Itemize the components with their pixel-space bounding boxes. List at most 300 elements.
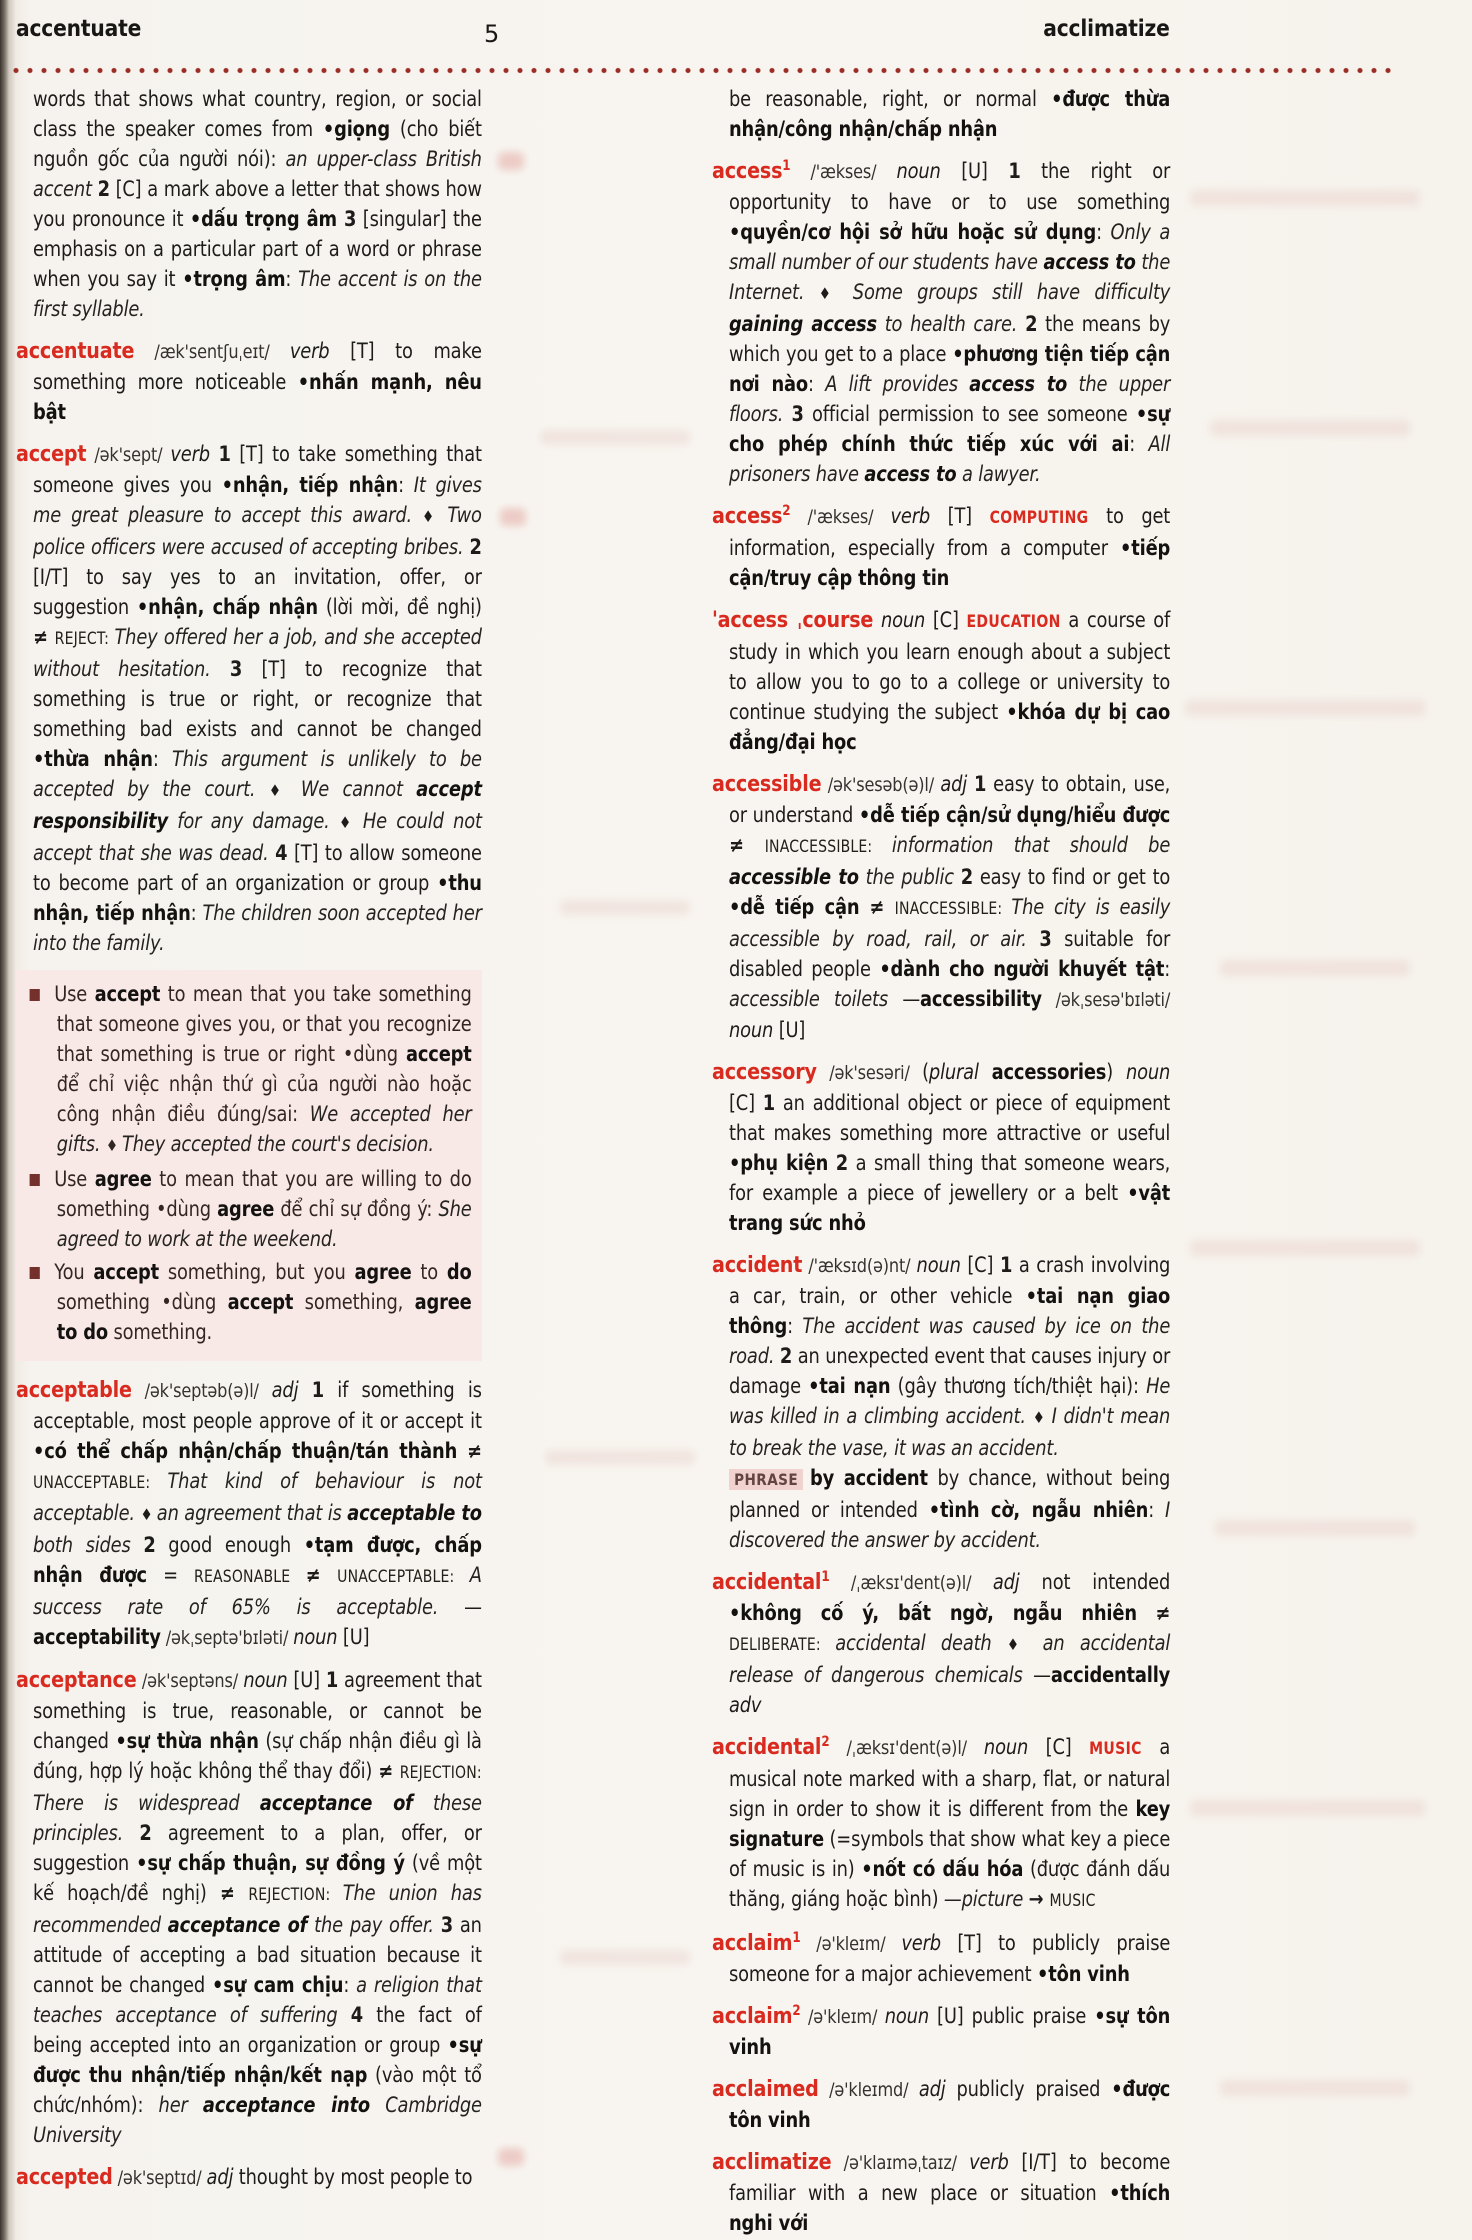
vietnamese-translation: •thích nghi với	[729, 2181, 1171, 2235]
body-text: easy to obtain, use, or understand	[729, 772, 1171, 827]
pronunciation: /ˌæksɪ'dent(ə)l/	[829, 1737, 984, 1759]
body-text: agreement to a plan, offer, or suggestion	[33, 1821, 482, 1875]
domain-label: EDUCATION	[966, 612, 1061, 631]
not-equal-sign: ≠	[729, 833, 765, 857]
body-text: the right or opportunity to have or to use something	[729, 159, 1171, 214]
example-text: That kind of behaviour is not acceptable.	[33, 1469, 482, 1525]
print-bleed-artifact	[560, 900, 690, 915]
example-text: It gives me great pleasure to accept this award.	[33, 473, 482, 527]
body-text: [C]	[960, 1253, 1000, 1277]
headword: accessory	[712, 1059, 817, 1085]
pronunciation: /'ækses/	[790, 506, 891, 528]
body-text: (sự chấp nhận điều gì là đúng, hợp lý hoặc không thể thay đổi)	[33, 1729, 482, 1783]
example-text: The city is easily accessible by road, rail, or air.	[729, 895, 1171, 951]
vietnamese-translation: •nhận, chấp nhận	[136, 595, 318, 619]
headword: accept	[16, 441, 87, 467]
example-text: the Internet.	[729, 250, 1171, 304]
body-text: the means by which you get to a place	[729, 312, 1171, 366]
body-text: You	[54, 1260, 94, 1284]
not-equal-sign: ≠	[1155, 1601, 1171, 1625]
body-text: a crash involving a car, train, or other vehicle	[729, 1253, 1171, 1308]
vietnamese-translation: •dễ tiếp cận	[729, 895, 860, 919]
vietnamese-translation: •tiếp cận/truy cập thông tin	[729, 536, 1171, 590]
vietnamese-translation: •sự chấp thuận, sự đồng ý	[136, 1851, 405, 1875]
print-bleed-artifact	[498, 2148, 524, 2166]
body-text: [T] to allow someone to become part of an organization or group	[33, 841, 482, 895]
example-bold-text: acceptable to	[347, 1501, 482, 1525]
vietnamese-translation: •sự tôn vinh	[729, 2004, 1171, 2059]
example-text: Cambridge University	[33, 2093, 482, 2147]
bold-text: accessibility	[920, 987, 1042, 1011]
body-text: •dùng	[155, 1197, 218, 1221]
not-equal-sign: ≠	[466, 1439, 482, 1463]
example-text: —picture	[943, 1887, 1029, 1911]
vietnamese-translation: •tôn vinh	[1037, 1962, 1130, 1986]
example-bold-text: access to	[864, 462, 957, 486]
body-text: :	[807, 372, 826, 396]
example-bold-text: acceptance of	[167, 1913, 308, 1937]
note-bullet-icon	[30, 989, 40, 1001]
pronunciation: /ək'sept/	[86, 444, 171, 466]
body-text: by chance, without being planned or intended	[729, 1466, 1171, 1522]
homograph-number: 1	[821, 1569, 830, 1585]
headword: acclaimed	[712, 2076, 819, 2102]
pronunciation: /əkˌsesə'bɪləti/	[1041, 989, 1171, 1011]
vietnamese-translation: •sự thừa nhận	[115, 1729, 259, 1753]
print-bleed-artifact	[1190, 190, 1420, 206]
pronunciation: /'æksɪd(ə)nt/	[802, 1255, 917, 1277]
sense-number: 1	[218, 442, 231, 466]
body-text: (vào một tổ chức/nhóm):	[33, 2063, 482, 2117]
body-text: [U]	[337, 1625, 370, 1649]
part-of-speech: adj	[992, 1570, 1020, 1594]
example-text: Some groups still have difficulty	[852, 280, 1171, 304]
sense-number: 3	[440, 1913, 454, 1937]
pronunciation: /'ækses/	[790, 161, 897, 183]
vietnamese-translation: •không cố ý, bất ngờ, ngẫu nhiên	[729, 1601, 1137, 1625]
part-of-speech: plural	[928, 1060, 992, 1084]
vietnamese-translation: •được tôn vinh	[729, 2077, 1171, 2132]
dictionary-entry-acclimatize	[712, 2147, 1170, 2238]
part-of-speech: adj	[271, 1378, 299, 1402]
example-text: Two police officers were accused of accepting bribes.	[33, 503, 482, 559]
body-text: an unexpected event that causes injury or damage	[729, 1344, 1171, 1398]
book-spine-edge	[0, 0, 16, 2240]
vietnamese-translation: •tình cờ, ngẫu nhiên	[928, 1498, 1149, 1522]
example-text: They accepted the court's decision.	[122, 1132, 434, 1156]
example-bold-text: access to	[1043, 250, 1136, 274]
small-caps-label: REJECTION:	[399, 1763, 482, 1782]
example-text: for any damage.	[167, 809, 340, 833]
arrow-icon: →	[1028, 1887, 1050, 1911]
vietnamese-translation: •nhấn mạnh, nêu bật	[33, 370, 482, 424]
dictionary-entry-accident	[712, 1250, 1170, 1555]
body-text: :	[343, 1973, 357, 1997]
example-text: The accent is on the first syllable.	[33, 267, 482, 321]
note-bullet-icon	[30, 1267, 40, 1279]
body-text	[1137, 1601, 1156, 1625]
vietnamese-translation: •sự cam chịu	[211, 1973, 344, 1997]
bold-text: key signature	[729, 1797, 1171, 1851]
bold-text: agree	[217, 1197, 275, 1221]
headword: access	[712, 158, 783, 184]
example-text: There is widespread	[33, 1791, 260, 1815]
domain-label: COMPUTING	[989, 508, 1089, 527]
part-of-speech: adj	[206, 2165, 234, 2189]
sense-number: 1	[973, 772, 987, 796]
example-text: an accidental release of dangerous chemicals	[729, 1631, 1171, 1687]
part-of-speech: noun	[880, 608, 926, 632]
diamond-separator: ♦	[1032, 1408, 1052, 1427]
body-text: something	[56, 1290, 162, 1314]
body-text: :	[152, 747, 172, 771]
part-of-speech: noun	[1125, 1060, 1171, 1084]
usage-note-item	[30, 1164, 472, 1254]
sense-number: 2	[835, 1151, 849, 1175]
example-text: I discovered the answer by accident.	[729, 1498, 1171, 1552]
vietnamese-translation: •sự được thu nhận/tiếp nhận/kết nạp	[33, 2033, 482, 2087]
sense-number: 2	[139, 1821, 152, 1845]
small-caps-label: DELIBERATE:	[729, 1635, 836, 1654]
vietnamese-translation: •trọng âm	[182, 267, 286, 291]
bold-text: accept	[93, 1260, 160, 1284]
example-text: accessible toilets	[729, 987, 903, 1011]
diamond-separator: ♦	[818, 284, 853, 303]
body-text: :	[1129, 432, 1149, 456]
example-bold-text: access to	[969, 372, 1068, 396]
body-text: to get information, especially from a computer	[729, 504, 1171, 560]
sense-number: 4	[275, 841, 288, 865]
body-text: easy to find or get to	[973, 865, 1171, 889]
body-text: :	[787, 1314, 803, 1338]
body-text: [T] to take something that someone gives you	[33, 442, 482, 497]
example-text: The union has recommended	[33, 1881, 482, 1937]
usage-note	[16, 970, 482, 1361]
example-text: All prisoners have	[729, 432, 1171, 486]
print-bleed-artifact	[498, 152, 524, 170]
small-caps-label: INACCESSIBLE:	[764, 837, 892, 856]
body-text: (lời mời, đề nghị)	[317, 595, 482, 619]
example-text: accidental death	[835, 1631, 1007, 1655]
body-text: the fact of being accepted into an organization or group	[33, 2003, 482, 2057]
pronunciation: /ə'kleɪmd/	[818, 2079, 919, 2101]
not-equal-sign: ≠	[219, 1881, 249, 1905]
body-text: :	[285, 267, 299, 291]
example-text: the upper floors.	[729, 372, 1171, 426]
example-text: He could not accept that she was dead.	[33, 809, 482, 865]
vietnamese-translation: •tạm được, chấp nhận được	[33, 1533, 482, 1587]
dictionary-entry-accidental-1	[712, 1567, 1170, 1720]
body-text: để chỉ sự đồng ý:	[274, 1197, 439, 1221]
small-caps-label: REASONABLE	[194, 1567, 306, 1586]
vietnamese-translation: •sự cho phép chính thức tiếp xúc với ai	[729, 402, 1171, 456]
part-of-speech: noun	[884, 2004, 929, 2028]
small-caps-label: REJECTION:	[248, 1885, 343, 1904]
print-bleed-artifact	[1190, 1240, 1420, 1256]
body-text: [C]	[1028, 1735, 1090, 1759]
body-text: [I/T] to become familiar with a new place or situation	[729, 2150, 1171, 2205]
body-text: Use	[54, 982, 95, 1006]
body-text: a course of study in which you learn enough about a subject to allow you to go to a college or university to continue studying the subject	[729, 608, 1171, 724]
dictionary-entry-accentuate	[16, 336, 482, 427]
example-text: these principles.	[33, 1791, 482, 1845]
pronunciation: /ə'kleɪm/	[800, 2006, 885, 2028]
print-bleed-artifact	[1220, 960, 1410, 976]
example-text: We accepted her gifts.	[56, 1102, 472, 1156]
small-caps-label: MUSIC	[1049, 1891, 1096, 1910]
dictionary-entry-acclaim-2	[712, 2001, 1170, 2062]
body-text: •dùng	[161, 1290, 228, 1314]
page-number: 5	[484, 20, 500, 48]
pronunciation: /ə'kleɪm/	[800, 1933, 902, 1955]
body-text: agreement that something is true, reasonable, or cannot be changed	[33, 1668, 482, 1753]
example-text: This argument is unlikely to be accepted by the court.	[33, 747, 482, 801]
diamond-separator: ♦	[339, 813, 363, 832]
example-text: an agreement that is	[156, 1501, 348, 1525]
part-of-speech: verb	[890, 504, 931, 528]
vietnamese-translation: •thu nhận, tiếp nhận	[33, 871, 482, 925]
dotted-rule	[12, 66, 1396, 75]
headword: accidental	[712, 1734, 822, 1760]
print-bleed-artifact	[1220, 2080, 1410, 2096]
body-text: publicly praised	[945, 2077, 1112, 2101]
sense-number: 3	[229, 657, 243, 681]
example-text: A lift provides	[825, 372, 970, 396]
part-of-speech: adv	[729, 1693, 762, 1717]
vietnamese-translation: •vật trang sức nhỏ	[729, 1181, 1171, 1235]
vietnamese-translation: •giọng	[322, 117, 390, 141]
example-bold-text: accessible to	[729, 865, 859, 889]
diamond-separator: ♦	[422, 507, 448, 526]
body-text	[828, 1151, 836, 1175]
dictionary-entry-acceptable	[16, 1375, 482, 1653]
part-of-speech: verb	[170, 442, 210, 466]
body-text: suitable for disabled people	[729, 927, 1171, 981]
vietnamese-translation: •dấu trọng âm	[189, 207, 344, 231]
body-text: a musical note marked with a sharp, flat, or natural sign in order to show it is different from the	[729, 1735, 1171, 1821]
pronunciation: /əkˌseptə'bɪləti/	[160, 1627, 294, 1649]
part-of-speech: adj	[918, 2077, 946, 2101]
part-of-speech: noun	[243, 1668, 288, 1692]
vietnamese-translation: •nhận, tiếp nhận	[221, 473, 399, 497]
sense-number: 2	[960, 865, 974, 889]
part-of-speech: noun	[729, 1018, 774, 1042]
sense-number: 2	[97, 177, 110, 201]
vietnamese-translation: •tai nạn giao thông	[729, 1284, 1171, 1338]
bold-text: agree	[94, 1167, 152, 1191]
print-bleed-artifact	[540, 430, 690, 445]
pronunciation: /ək'sesəri/	[816, 1062, 923, 1084]
dictionary-entry-accessible	[712, 769, 1170, 1045]
dictionary-entry-accept	[16, 439, 482, 958]
dictionary-entry-access-course	[712, 605, 1170, 757]
vietnamese-translation: •nốt có dấu hóa	[861, 1857, 1024, 1881]
body-text: something.	[108, 1320, 213, 1344]
example-text: the pay offer.	[307, 1913, 441, 1937]
headword: acceptance	[16, 1667, 137, 1693]
pronunciation: /ək'septəb(ə)l/	[131, 1380, 272, 1402]
header-guide-word-left: accentuate	[16, 16, 142, 42]
bold-text: accept	[227, 1290, 294, 1314]
example-text: A success rate of 65% is acceptable.	[33, 1563, 482, 1619]
small-caps-label: INACCESSIBLE:	[894, 899, 1012, 918]
body-text: an attitude of accepting a bad situation because it cannot be changed	[33, 1913, 482, 1997]
body-text: not intended	[1019, 1570, 1171, 1594]
bold-text: do	[446, 1260, 472, 1284]
print-bleed-artifact	[1185, 700, 1425, 716]
small-caps-label: UNACCEPTABLE:	[337, 1567, 470, 1586]
body-text: :	[1096, 220, 1111, 244]
body-text: :	[1164, 957, 1171, 981]
example-bold-text: gaining access	[729, 312, 877, 336]
sense-number: 3	[1039, 927, 1052, 951]
body-text: [C]	[729, 1091, 763, 1115]
bold-text: agree to do	[56, 1290, 472, 1344]
body-text: [T]	[930, 504, 990, 528]
print-bleed-artifact	[500, 508, 526, 526]
example-text: We cannot	[300, 777, 417, 801]
body-text: official permission to see someone	[803, 402, 1136, 426]
example-bold-text: acceptance of	[259, 1791, 413, 1815]
part-of-speech: verb	[289, 339, 330, 363]
body-text: to	[411, 1260, 447, 1284]
homograph-number: 1	[782, 158, 791, 174]
left-column	[16, 84, 482, 2205]
body-text: (	[922, 1060, 929, 1084]
body-text	[457, 1439, 467, 1463]
usage-note-item	[30, 1257, 472, 1347]
example-text: information that should be	[891, 833, 1171, 857]
body-text: )	[1106, 1060, 1126, 1084]
body-text: to mean that you take something that someone gives you, or that you recognize that something is true or right	[56, 982, 472, 1066]
diamond-separator: ♦	[140, 1505, 157, 1524]
pronunciation: /ək'septəns/	[136, 1670, 244, 1692]
body-text: [C]	[925, 608, 967, 632]
body-text	[210, 442, 219, 466]
pronunciation: /ə'klaɪməˌtaɪz/	[831, 2152, 970, 2174]
vietnamese-translation: •tai nạn	[808, 1374, 891, 1398]
small-caps-label: REJECT:	[54, 629, 115, 648]
body-text: [U]	[773, 1018, 806, 1042]
vietnamese-translation: •phương tiện tiếp cận nơi nào	[729, 342, 1171, 396]
example-text: the public	[858, 865, 961, 889]
body-text: [T] to make something more noticeable	[33, 339, 482, 394]
body-text: something,	[293, 1290, 415, 1314]
example-text: a lawyer.	[956, 462, 1041, 486]
body-text: to mean that you are willing to do something	[56, 1167, 472, 1221]
example-bold-text: accept responsibility	[33, 777, 482, 833]
part-of-speech: noun	[983, 1735, 1029, 1759]
body-text: Use	[54, 1167, 95, 1191]
body-text	[298, 1378, 311, 1402]
sense-number: 4	[350, 2003, 364, 2027]
sense-number: 2	[469, 535, 482, 559]
homograph-number: 1	[792, 1930, 801, 1946]
body-text: something, but you	[159, 1260, 355, 1284]
not-equal-sign: ≠	[305, 1563, 338, 1587]
sense-number: 1	[325, 1668, 339, 1692]
example-text: The accident was caused by ice on the road.	[729, 1314, 1171, 1368]
homograph-number: 2	[792, 2003, 801, 2019]
print-bleed-artifact	[560, 1950, 690, 1965]
body-text: —	[1033, 1663, 1051, 1687]
pronunciation: /æk'sentʃuˌeɪt/	[134, 341, 290, 363]
body-text: words that shows what country, region, or social class the speaker comes from	[33, 87, 482, 141]
part-of-speech: adj	[940, 772, 968, 796]
body-text: :	[190, 901, 203, 925]
vietnamese-translation: •quyền/cơ hội sở hữu hoặc sử dụng	[729, 220, 1097, 244]
example-text: both sides	[33, 1533, 144, 1557]
header-guide-word-right: acclimatize	[1043, 16, 1170, 42]
phrase-label: PHRASE	[729, 1469, 803, 1490]
headword: accidental	[712, 1569, 822, 1595]
vietnamese-translation: •có thể chấp nhận/chấp thuận/tán thành	[33, 1439, 458, 1463]
body-text	[873, 608, 881, 632]
dictionary-entry-access-1	[712, 156, 1170, 489]
sense-number: 3	[791, 402, 804, 426]
body-text: để chỉ việc nhận thứ gì của người nào hoặc công nhận điều đúng/sai:	[56, 1072, 472, 1126]
example-text: She agreed to work at the weekend.	[56, 1197, 472, 1251]
sense-number: 1	[999, 1253, 1013, 1277]
body-text: —	[464, 1595, 482, 1619]
bold-text: agree	[354, 1260, 412, 1284]
headword: acclaim	[712, 2003, 793, 2029]
right-column	[712, 84, 1170, 2240]
bold-text: accept	[405, 1042, 472, 1066]
sense-number: 2	[143, 1533, 156, 1557]
body-text: be reasonable, right, or normal	[729, 87, 1052, 111]
note-bullet-icon	[30, 1174, 40, 1186]
body-text: •dùng	[342, 1042, 406, 1066]
headword: accentuate	[16, 338, 135, 364]
part-of-speech: noun	[896, 159, 941, 183]
headword: accident	[712, 1252, 803, 1278]
homograph-number: 2	[782, 503, 791, 519]
dictionary-entry-access-2	[712, 501, 1170, 593]
diamond-separator: ♦	[268, 781, 301, 800]
print-bleed-artifact	[1210, 420, 1410, 436]
not-equal-sign: ≠	[33, 625, 55, 649]
example-text: to health care.	[876, 312, 1026, 336]
body-text: (=symbols that show what key a piece of music is in)	[729, 1827, 1171, 1881]
headword: accepted	[16, 2164, 113, 2190]
sense-number: 1	[1008, 159, 1021, 183]
body-text: [U]	[940, 159, 1009, 183]
part-of-speech: verb	[969, 2150, 1009, 2174]
dictionary-entry-accessory	[712, 1057, 1170, 1238]
example-text: I didn't mean to break the vase, it was an accident.	[729, 1404, 1171, 1460]
vietnamese-translation: •dễ tiếp cận/sử dụng/hiểu được	[858, 803, 1171, 827]
print-bleed-artifact	[545, 1450, 695, 1465]
body-text: [U]	[287, 1668, 326, 1692]
entry-continuation-accepted-continuation	[712, 84, 1170, 144]
body-text: good enough	[155, 1533, 304, 1557]
usage-note-item	[30, 979, 472, 1161]
dictionary-entry-acclaimed	[712, 2074, 1170, 2135]
sense-number: 1	[311, 1378, 324, 1402]
vietnamese-translation: •dành cho người khuyết tật	[879, 957, 1165, 981]
vietnamese-translation: •phụ kiện	[729, 1151, 829, 1175]
bold-text: by accident	[809, 1466, 938, 1490]
headword: acclimatize	[712, 2149, 832, 2175]
body-text: (gây thương tích/thiệt hại):	[890, 1374, 1147, 1398]
small-caps-label: UNACCEPTABLE:	[33, 1473, 168, 1492]
pronunciation: /ˌæksɪ'dent(ə)l/	[829, 1572, 993, 1594]
body-text: :	[398, 473, 414, 497]
example-text: Only a small number of our students have	[729, 220, 1171, 274]
sense-number: 2	[779, 1344, 793, 1368]
bold-text: accessories	[991, 1060, 1107, 1084]
